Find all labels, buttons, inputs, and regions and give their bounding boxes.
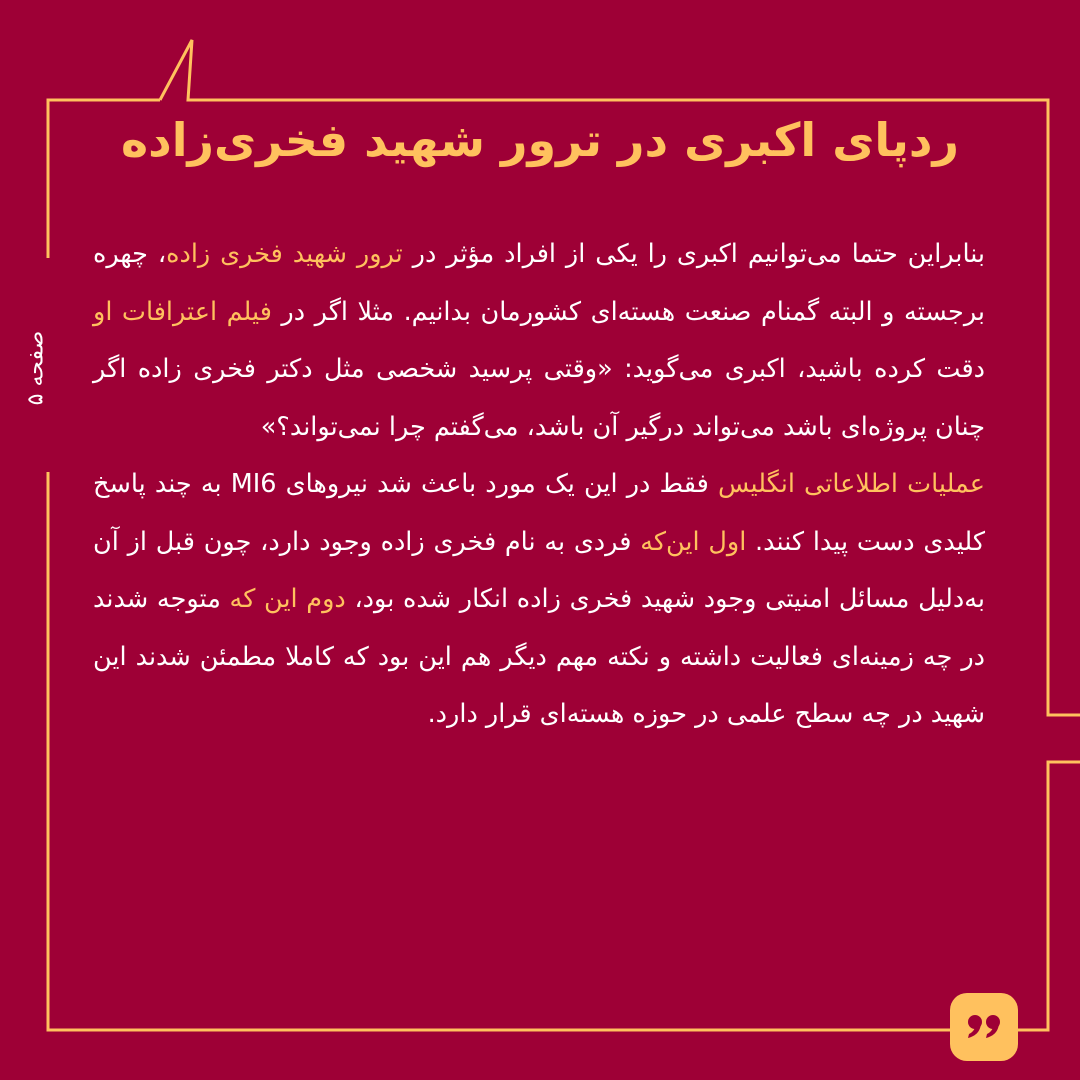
paragraph-2 — [93, 456, 985, 744]
highlight-confession-film: فیلم اعترافات او — [93, 296, 272, 327]
article-body — [93, 226, 985, 744]
quote-mark-icon — [950, 993, 1018, 1061]
highlight-second-point: دوم این که — [229, 584, 346, 614]
quote-badge — [950, 993, 1018, 1061]
paragraph-2-text-3: متوجه شدند در چه زمینه‌ای فعالیت داشته و نکته مهم دیگر هم این بود که کاملا مطمئن شدند این شهید در چه سطح علمی در حوزه هسته‌ای قرار دارد. — [93, 584, 985, 729]
paragraph-1 — [93, 226, 985, 456]
paragraph-2-text-1: فقط در این یک مورد باعث شد نیروهای MI6 به چند پاسخ کلیدی دست پیدا کنند. — [93, 469, 985, 557]
highlight-british-operation: عملیات اطلاعاتی انگلیس — [718, 469, 985, 499]
paragraph-2-text-2: فردی به نام فخری زاده وجود دارد، چون قبل از آن به‌دلیل مسائل امنیتی وجود شهید فخری زاده انکار شده بود، — [93, 526, 985, 614]
page-number-label: صفحه ۵ — [23, 330, 49, 406]
page-title: ردپای اکبری در ترور شهید فخری‌زاده — [121, 113, 959, 167]
frame-right-lower-border — [1018, 762, 1080, 1030]
highlight-assassination: ترور شهید فخری زاده — [166, 239, 403, 269]
paragraph-1-text-1: بنابراین حتما می‌توانیم اکبری را یکی از افراد مؤثر در — [402, 239, 986, 269]
paragraph-1-text-2: ، چهره برجسته و البته گمنام صنعت هسته‌ای کشورمان بدانیم. مثلا اگر در — [93, 239, 985, 327]
highlight-first-point: اول این‌که — [640, 526, 747, 557]
paragraph-1-text-3: دقت کرده باشید، اکبری می‌گوید: «وقتی پرسید شخصی مثل دکتر فخری زاده اگر چنان پروژه‌ای باشد می‌تواند درگیر آن باشد، می‌گفتم چرا نمی‌تواند؟» — [93, 354, 985, 442]
